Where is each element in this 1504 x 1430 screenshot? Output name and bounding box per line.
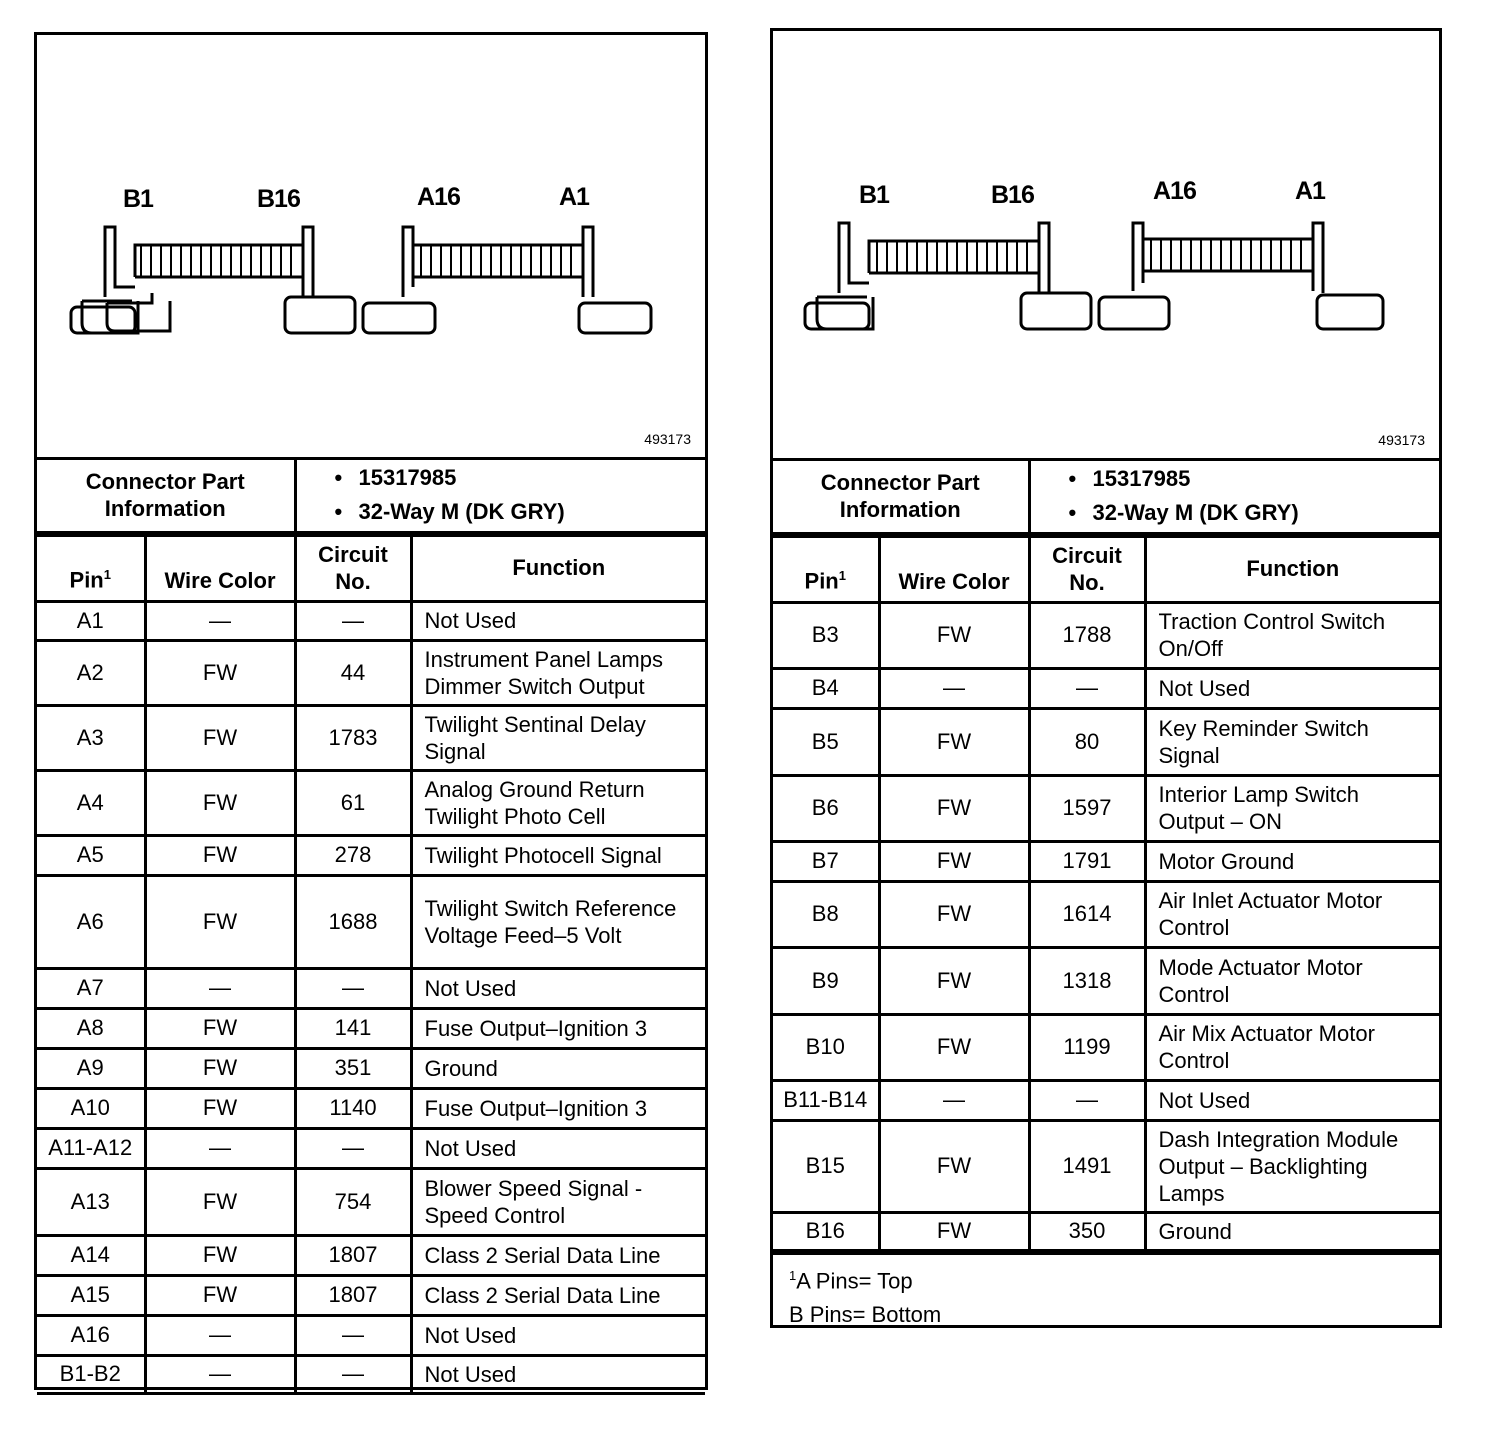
wire-color-cell: FW	[879, 1120, 1029, 1212]
connector-illustration	[37, 35, 705, 457]
function-cell: Not Used	[411, 601, 705, 640]
table-row	[773, 708, 1439, 775]
diagram-label-a1: A1	[1295, 177, 1325, 205]
circuit-cell: 1199	[1029, 1014, 1145, 1080]
table-row	[37, 1355, 705, 1393]
figure-reference-number: 493173	[644, 431, 691, 447]
table-row	[773, 1014, 1439, 1080]
circuit-cell: 44	[295, 640, 411, 705]
pin-cell: B3	[773, 602, 879, 668]
circuit-cell: —	[295, 1315, 411, 1355]
footnote-b-pins: B Pins= Bottom	[789, 1301, 942, 1327]
wire-color-cell: FW	[879, 775, 1029, 841]
diagram-label-b1: B1	[859, 181, 889, 209]
wire-color-cell: —	[145, 968, 295, 1008]
pin-cell: A7	[37, 968, 145, 1008]
table-header-row	[773, 536, 1439, 602]
table-row	[37, 835, 705, 875]
circuit-cell: 351	[295, 1048, 411, 1088]
pin-cell: B10	[773, 1014, 879, 1080]
table-row	[37, 1275, 705, 1315]
connector-diagram	[773, 31, 1439, 461]
table-row	[37, 875, 705, 968]
circuit-cell: —	[295, 1355, 411, 1393]
wire-color-cell: FW	[145, 875, 295, 968]
function-cell: Not Used	[411, 1315, 705, 1355]
footnote: $^1$A Pins= Top B Pins= Bottom	[773, 1253, 1439, 1336]
table-row	[773, 881, 1439, 947]
diagram-label-a16: A16	[417, 183, 460, 211]
pin-cell: B9	[773, 947, 879, 1014]
pin-cell: A4	[37, 770, 145, 835]
circuit-cell: 1688	[295, 875, 411, 968]
wire-color-cell: FW	[145, 640, 295, 705]
pin-cell: A16	[37, 1315, 145, 1355]
pin-cell: A11-A12	[37, 1128, 145, 1168]
connector-part-values: • 15317985 • 32-Way M (DK GRY)	[295, 460, 705, 532]
table-row	[773, 1080, 1439, 1120]
table-row	[37, 770, 705, 835]
table-header-row	[37, 535, 705, 601]
table-row	[37, 1048, 705, 1088]
table-row	[773, 602, 1439, 668]
wire-color-cell: FW	[145, 1088, 295, 1128]
wire-color-cell: —	[145, 1315, 295, 1355]
circuit-cell: 1318	[1029, 947, 1145, 1014]
pin-cell: B1-B2	[37, 1355, 145, 1393]
wire-color-cell: FW	[879, 1014, 1029, 1080]
function-cell: Analog Ground Return Twilight Photo Cell	[411, 770, 705, 835]
table-row	[37, 640, 705, 705]
circuit-cell: 1614	[1029, 881, 1145, 947]
figure-reference-number: 493173	[1378, 432, 1425, 448]
circuit-cell: —	[1029, 668, 1145, 708]
table-row	[773, 1120, 1439, 1212]
circuit-cell: —	[295, 1128, 411, 1168]
function-cell: Mode Actuator Motor Control	[1145, 947, 1439, 1014]
circuit-cell: 1783	[295, 705, 411, 770]
wire-color-cell: FW	[879, 841, 1029, 881]
pin-cell: B15	[773, 1120, 879, 1212]
pin-table	[37, 534, 705, 1395]
pin-cell: A5	[37, 835, 145, 875]
pin-cell: B4	[773, 668, 879, 708]
function-cell: Not Used	[1145, 1080, 1439, 1120]
pin-cell: A14	[37, 1235, 145, 1275]
function-cell: Instrument Panel Lamps Dimmer Switch Output	[411, 640, 705, 705]
connector-illustration	[773, 31, 1439, 459]
table-row	[37, 1008, 705, 1048]
diagram-label-a16: A16	[1153, 177, 1196, 205]
function-cell: Blower Speed Signal - Speed Control	[411, 1168, 705, 1235]
footnote-table	[773, 1252, 1439, 1336]
wire-color-cell: FW	[879, 708, 1029, 775]
circuit-cell: —	[1029, 1080, 1145, 1120]
function-cell: Class 2 Serial Data Line	[411, 1275, 705, 1315]
function-cell: Twilight Switch Reference Voltage Feed–5 Volt	[411, 875, 705, 968]
function-cell: Traction Control Switch On/Off	[1145, 602, 1439, 668]
circuit-cell: —	[295, 601, 411, 640]
footnote-a-pins: A Pins= Top	[796, 1267, 913, 1293]
circuit-cell: 754	[295, 1168, 411, 1235]
circuit-cell: 1597	[1029, 775, 1145, 841]
part-number: 15317985	[1092, 466, 1191, 492]
header-wire-color: Wire Color	[879, 536, 1029, 602]
function-cell: Twilight Photocell Signal	[411, 835, 705, 875]
header-function: Function	[411, 535, 705, 601]
circuit-cell: 278	[295, 835, 411, 875]
wire-color-cell: FW	[145, 770, 295, 835]
connector-part-label: Connector Part Information	[773, 461, 1029, 533]
wire-color-cell: FW	[145, 1275, 295, 1315]
left-connector-panel	[34, 32, 708, 1390]
wire-color-cell: FW	[145, 835, 295, 875]
function-cell: Key Reminder Switch Signal	[1145, 708, 1439, 775]
function-cell: Not Used	[1145, 668, 1439, 708]
pin-cell: B7	[773, 841, 879, 881]
function-cell: Air Mix Actuator Motor Control	[1145, 1014, 1439, 1080]
connector-part-label: Connector Part Information	[37, 460, 295, 532]
circuit-cell: 1807	[295, 1275, 411, 1315]
table-row	[37, 705, 705, 770]
wire-color-cell: FW	[879, 1212, 1029, 1250]
pin-cell: A1	[37, 601, 145, 640]
diagram-label-a1: A1	[559, 183, 589, 211]
circuit-cell: 1788	[1029, 602, 1145, 668]
wire-color-cell: —	[145, 601, 295, 640]
pin-cell: B16	[773, 1212, 879, 1250]
wire-color-cell: FW	[145, 705, 295, 770]
function-cell: Twilight Sentinal Delay Signal	[411, 705, 705, 770]
circuit-cell: 1140	[295, 1088, 411, 1128]
table-row	[37, 1128, 705, 1168]
wire-color-cell: FW	[879, 947, 1029, 1014]
wire-color-cell: FW	[879, 881, 1029, 947]
header-pin: Pin$^1$	[37, 535, 145, 601]
header-circuit-no: Circuit No.	[295, 535, 411, 601]
pin-cell: A9	[37, 1048, 145, 1088]
header-circuit-no: Circuit No.	[1029, 536, 1145, 602]
function-cell: Interior Lamp Switch Output – ON	[1145, 775, 1439, 841]
header-function: Function	[1145, 536, 1439, 602]
wire-color-cell: —	[879, 1080, 1029, 1120]
circuit-cell: 61	[295, 770, 411, 835]
pin-cell: B5	[773, 708, 879, 775]
wire-color-cell: FW	[145, 1048, 295, 1088]
function-cell: Dash Integration Module Output – Backlighting Lamps	[1145, 1120, 1439, 1212]
diagram-label-b16: B16	[991, 181, 1034, 209]
wire-color-cell: FW	[145, 1008, 295, 1048]
pin-table	[773, 535, 1439, 1252]
right-connector-panel	[770, 28, 1442, 1328]
function-cell: Class 2 Serial Data Line	[411, 1235, 705, 1275]
pin-cell: A10	[37, 1088, 145, 1128]
table-row	[37, 1235, 705, 1275]
wire-color-cell: FW	[879, 602, 1029, 668]
wire-color-cell: FW	[145, 1168, 295, 1235]
connector-info-table	[37, 460, 705, 534]
circuit-cell: —	[295, 968, 411, 1008]
pin-cell: B6	[773, 775, 879, 841]
pin-cell: B8	[773, 881, 879, 947]
connector-type: 32-Way M (DK GRY)	[358, 499, 565, 525]
table-row	[37, 1168, 705, 1235]
connector-diagram	[37, 35, 705, 460]
wire-color-cell: FW	[145, 1235, 295, 1275]
pin-cell: A8	[37, 1008, 145, 1048]
pin-cell: A3	[37, 705, 145, 770]
table-row	[37, 1088, 705, 1128]
pin-cell: A6	[37, 875, 145, 968]
diagram-label-b16: B16	[257, 185, 300, 213]
circuit-cell: 1491	[1029, 1120, 1145, 1212]
table-row	[773, 775, 1439, 841]
table-row	[773, 841, 1439, 881]
header-wire-color: Wire Color	[145, 535, 295, 601]
pin-cell: A13	[37, 1168, 145, 1235]
part-number: 15317985	[358, 465, 457, 491]
pin-cell: A15	[37, 1275, 145, 1315]
pin-cell: B11-B14	[773, 1080, 879, 1120]
function-cell: Ground	[1145, 1212, 1439, 1250]
connector-type: 32-Way M (DK GRY)	[1092, 500, 1299, 526]
table-row	[773, 668, 1439, 708]
table-row	[37, 968, 705, 1008]
function-cell: Fuse Output–Ignition 3	[411, 1008, 705, 1048]
table-row	[37, 601, 705, 640]
table-row	[773, 1212, 1439, 1250]
function-cell: Not Used	[411, 1355, 705, 1393]
function-cell: Motor Ground	[1145, 841, 1439, 881]
circuit-cell: 1791	[1029, 841, 1145, 881]
pin-cell: A2	[37, 640, 145, 705]
table-row	[773, 947, 1439, 1014]
circuit-cell: 80	[1029, 708, 1145, 775]
circuit-cell: 350	[1029, 1212, 1145, 1250]
function-cell: Air Inlet Actuator Motor Control	[1145, 881, 1439, 947]
function-cell: Not Used	[411, 968, 705, 1008]
function-cell: Fuse Output–Ignition 3	[411, 1088, 705, 1128]
table-row	[37, 1315, 705, 1355]
connector-part-values: • 15317985 • 32-Way M (DK GRY)	[1029, 461, 1439, 533]
wire-color-cell: —	[879, 668, 1029, 708]
header-pin: Pin$^1$	[773, 536, 879, 602]
wire-color-cell: —	[145, 1355, 295, 1393]
diagram-label-b1: B1	[123, 185, 153, 213]
function-cell: Ground	[411, 1048, 705, 1088]
wire-color-cell: —	[145, 1128, 295, 1168]
function-cell: Not Used	[411, 1128, 705, 1168]
circuit-cell: 141	[295, 1008, 411, 1048]
connector-info-table	[773, 461, 1439, 535]
circuit-cell: 1807	[295, 1235, 411, 1275]
